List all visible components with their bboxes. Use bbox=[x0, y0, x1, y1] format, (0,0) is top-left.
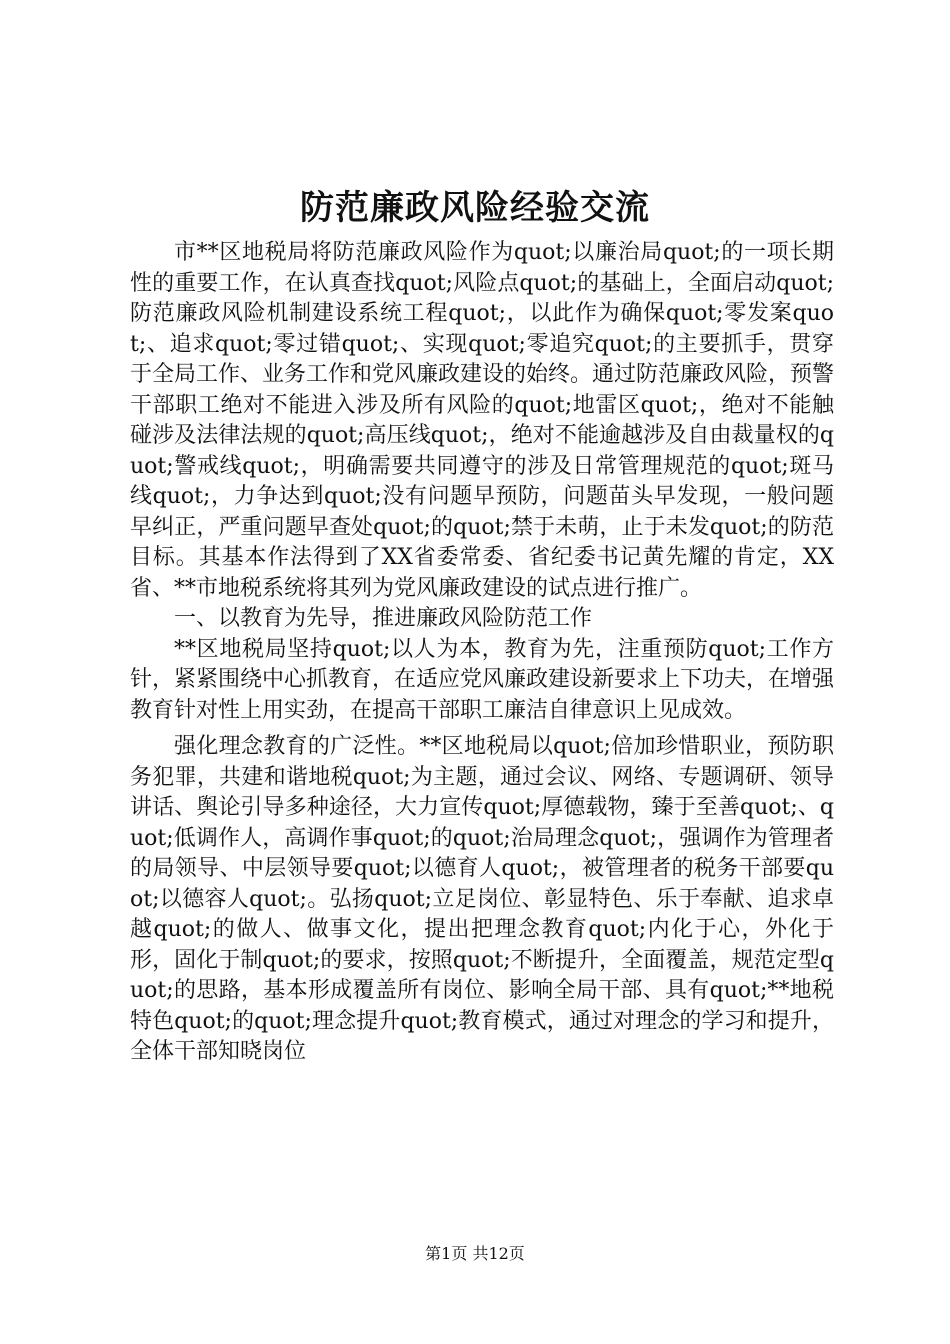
section-heading: 一、以教育为先导，推进廉政风险防范工作 bbox=[174, 606, 593, 631]
document-title: 防范廉政风险经验交流 bbox=[300, 188, 650, 228]
paragraph-intro: 市**区地税局将防范廉政风险作为quot;以廉治局quot;的一项长期性的重要工作，在认真查找quot;风险点quot;的基础上，全面启动quot;防范廉政风险机制建设系统工程quot;，以此作为确保quot;零发案quot;、追求quot;零过错quot;、实现quot;零追究quot;的主要抓手，贯穿于全局工作、业务工作和党风廉政建设的始终。通过防范廉政风险，预警干部职工绝对不能进入涉及所有风险的quot;地雷区quot;，绝对不能触碰涉及法律法规的quot;高压线quot;，绝对不能逾越涉及自由裁量权的quot;警戒线quot;，明确需要共同遵守的涉及日常管理规范的quot;斑马线quot;，力争达到quot;没有问题早预防，问题苗头早发现，一般问题早纠正，严重问题早查处quot;的quot;禁于未萌，止于未发quot;的防范目标。其基本作法得到了XX省委常委、省纪委书记黄先耀的肯定，XX省、**市地税系统将其列为党风廉政建设的试点进行推广。 bbox=[130, 240, 835, 601]
paragraph-concept: 强化理念教育的广泛性。**区地税局以quot;倍加珍惜职业，预防职务犯罪，共建和谐地税quot;为主题，通过会议、网络、专题调研、领导讲话、舆论引导多种途径，大力宣传quot;厚德载物，臻于至善quot;、quot;低调作人，高调作事quot;的quot;治局理念quot;，强调作为管理者的局领导、中层领导要quot;以德育人quot;，被管理者的税务干部要quot;以德容人quot;。弘扬quot;立足岗位、彰显特色、乐于奉献、追求卓越quot;的做人、做事文化，提出把理念教育quot;内化于心，外化于形，固化于制quot;的要求，按照quot;不断提升，全面覆盖，规范定型quot;的思路，基本形成覆盖所有岗位、影响全局干部、具有quot;**地税特色quot;的quot;理念提升quot;教育模式，通过对理念的学习和提升，全体干部知晓岗位 bbox=[130, 734, 834, 1064]
paragraph-education: **区地税局坚持quot;以人为本，教育为先，注重预防quot;工作方针，紧紧围绕中心抓教育，在适应党风廉政建设新要求上下功夫，在增强教育针对性上用实劲，在提高干部职工廉洁自律意识上见成效。 bbox=[130, 636, 835, 723]
document-body bbox=[130, 238, 834, 1068]
page-number: 第1页 共12页 bbox=[425, 1244, 525, 1263]
